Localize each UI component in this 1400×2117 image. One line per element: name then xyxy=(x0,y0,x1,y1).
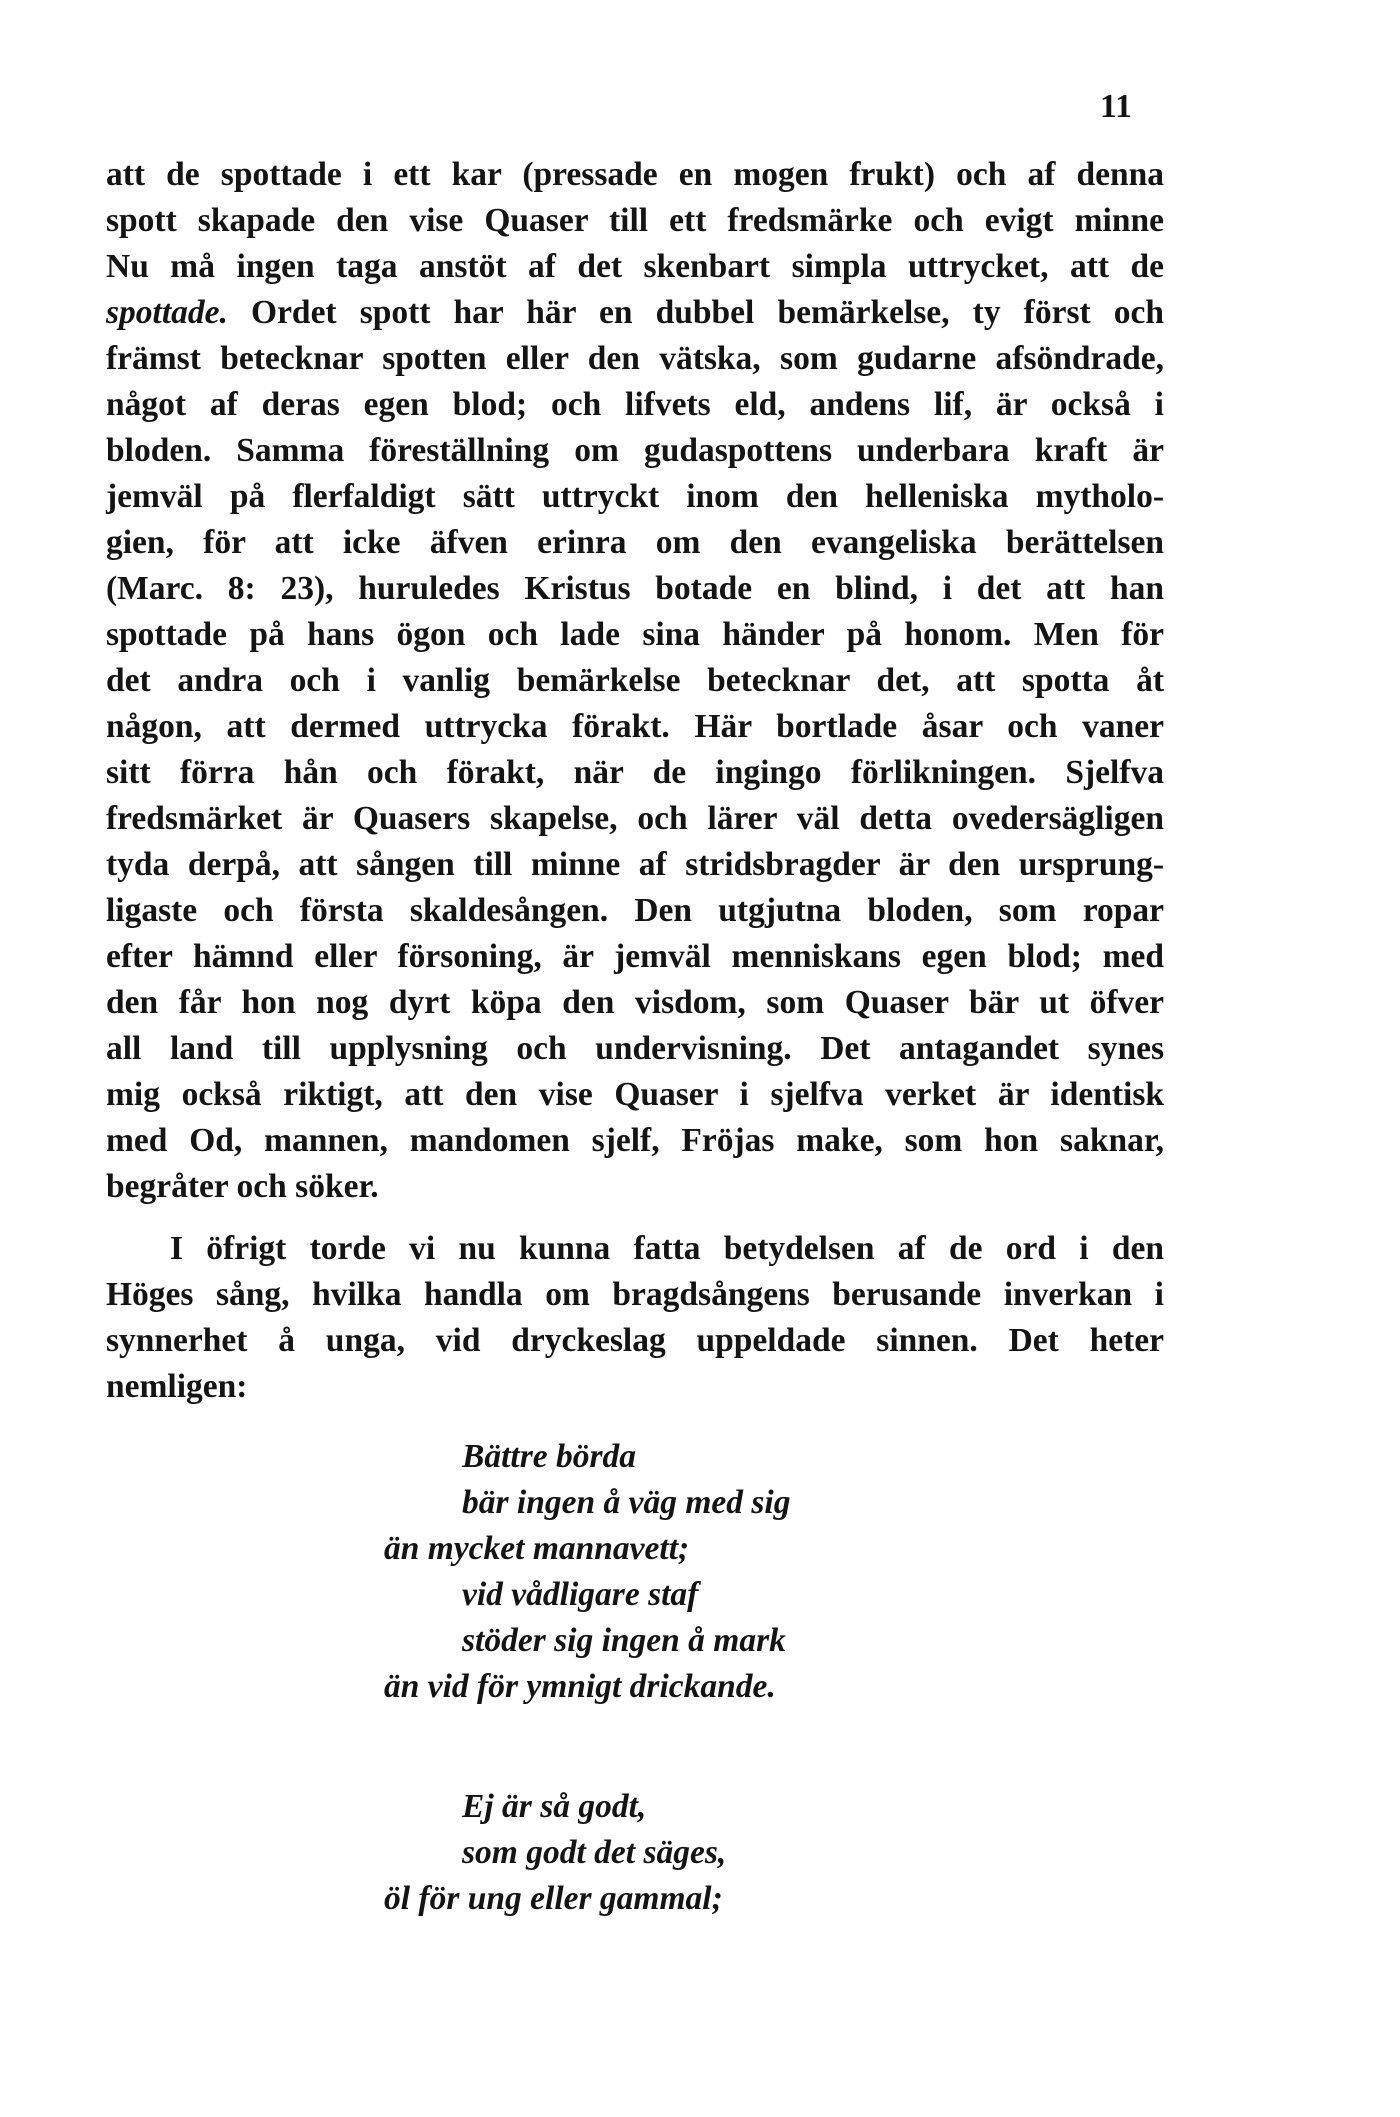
paragraph-1-line-20: all land till upplysning och undervisning. Det antagandet synes xyxy=(106,1030,1164,1067)
paragraph-1-line-1: att de spottade i ett kar (pressade en mogen frukt) och af denna xyxy=(106,156,1164,193)
stanza-2-line-2: som godt det säges, xyxy=(462,1834,727,1871)
stanza-2-line-3: öl för ung eller gammal; xyxy=(384,1880,723,1917)
stanza-1-line-5: stöder sig ingen å mark xyxy=(462,1622,786,1659)
emphasis-spottade: spottade. xyxy=(106,294,228,331)
paragraph-1-line-6: något af deras egen blod; och lifvets eld, andens lif, är också i xyxy=(106,386,1164,423)
paragraph-1-line-13: någon, att dermed uttrycka förakt. Här bortlade åsar och vaner xyxy=(106,708,1164,745)
paragraph-1-line-4 xyxy=(106,290,1164,336)
paragraph-1-line-5: främst betecknar spotten eller den vätska, som gudarne afsöndrade, xyxy=(106,340,1164,377)
paragraph-1-line-9: gien, för att icke äfven erinra om den evangeliska berättelsen xyxy=(106,524,1164,561)
paragraph-1-line-18: efter hämnd eller försoning, är jemväl menniskans egen blod; med xyxy=(106,938,1164,975)
stanza-1-line-4: vid vådligare staf xyxy=(462,1576,699,1613)
paragraph-1-line-15: fredsmärket är Quasers skapelse, och lärer väl detta ovedersägligen xyxy=(106,800,1164,837)
paragraph-1-line-3: Nu må ingen taga anstöt af det skenbart simpla uttrycket, att de xyxy=(106,248,1164,285)
paragraph-2-line-2: Höges sång, hvilka handla om bragdsångens berusande inverkan i xyxy=(106,1276,1164,1313)
paragraph-1-line-21: mig också riktigt, att den vise Quaser i sjelfva verket är identisk xyxy=(106,1076,1164,1113)
paragraph-1-line-19: den får hon nog dyrt köpa den visdom, som Quaser bär ut öfver xyxy=(106,984,1164,1021)
paragraph-1-line-2: spott skapade den vise Quaser till ett fredsmärke och evigt minne xyxy=(106,202,1164,239)
paragraph-1-line-8: jemväl på flerfaldigt sätt uttryckt inom den helleniska mytholo- xyxy=(106,478,1164,515)
paragraph-1-line-14: sitt förra hån och förakt, när de ingingo förlikningen. Sjelfva xyxy=(106,754,1164,791)
paragraph-1-line-22: med Od, mannen, mandomen sjelf, Fröjas make, som hon saknar, xyxy=(106,1122,1164,1159)
paragraph-2-line-4: nemligen: xyxy=(106,1368,248,1405)
paragraph-1-line-12: det andra och i vanlig bemärkelse betecknar det, att spotta åt xyxy=(106,662,1164,699)
paragraph-1-line-10: (Marc. 8: 23), huruledes Kristus botade en blind, i det att han xyxy=(106,570,1164,607)
paragraph-1-line-17: ligaste och första skaldesången. Den utgjutna bloden, som ropar xyxy=(106,892,1164,929)
paragraph-1-line-7: bloden. Samma föreställning om gudaspottens underbara kraft är xyxy=(106,432,1164,469)
stanza-1-line-6: än vid för ymnigt drickande. xyxy=(384,1668,776,1705)
paragraph-1-line-4-rest: Ordet spott har här en dubbel bemärkelse, ty först och xyxy=(227,294,1164,331)
stanza-1-line-1: Bättre börda xyxy=(462,1438,637,1475)
paragraph-2-line-1: I öfrigt torde vi nu kunna fatta betydelsen af de ord i den xyxy=(170,1230,1164,1267)
stanza-1-line-2: bär ingen å väg med sig xyxy=(462,1484,791,1521)
stanza-2-line-1: Ej är så godt, xyxy=(462,1788,647,1825)
paragraph-1-line-23: begråter och söker. xyxy=(106,1168,379,1205)
paragraph-1-line-11: spottade på hans ögon och lade sina händer på honom. Men för xyxy=(106,616,1164,653)
paragraph-2-line-3: synnerhet å unga, vid dryckeslag uppeldade sinnen. Det heter xyxy=(106,1322,1164,1359)
page-number: 11 xyxy=(1099,88,1132,125)
stanza-1-line-3: än mycket mannavett; xyxy=(384,1530,690,1567)
paragraph-1-line-16: tyda derpå, att sången till minne af stridsbragder är den ursprung- xyxy=(106,846,1164,883)
